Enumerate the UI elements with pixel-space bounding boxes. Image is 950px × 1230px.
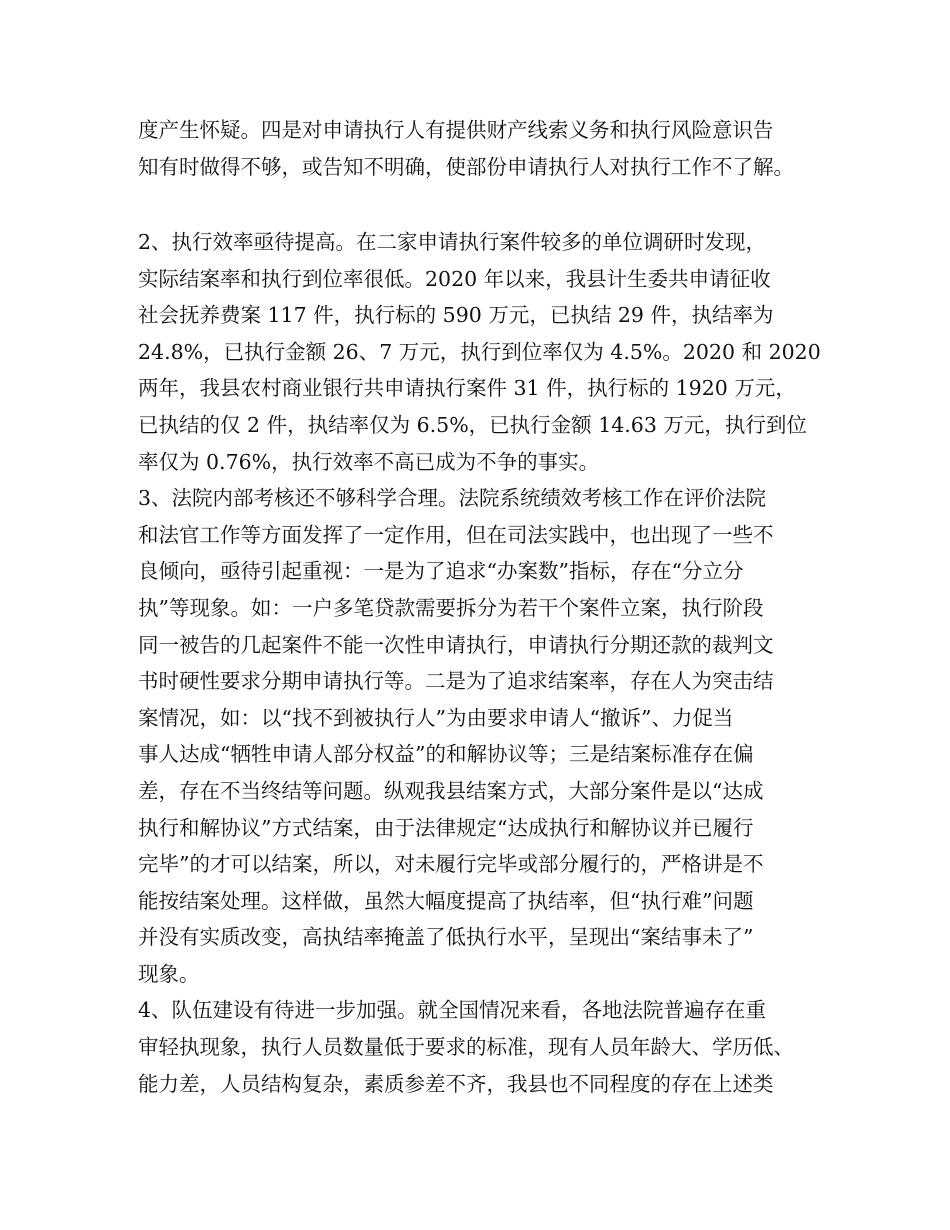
text-line: 案情况，如：以“找不到被执行人”为由要求申请人“撤诉”、力促当 <box>138 705 734 730</box>
text-line: 度产生怀疑。四是对申请执行人有提供财产线索义务和执行风险意识告 <box>138 118 774 142</box>
text-line: 能按结案处理。这样做，虽然大幅度提高了执结率，但“执行难”问题 <box>138 888 754 913</box>
text-line: 率仅为 0.76%，执行效率不高已成为不争的事实。 <box>138 449 600 474</box>
paragraph-sections <box>138 224 838 1102</box>
paragraph-continuation <box>138 112 838 185</box>
text-line: 书时硬性要求分期申请执行等。二是为了追求结案率，存在人为突击结 <box>138 669 774 694</box>
text-line: 3、法院内部考核还不够科学合理。法院系统绩效考核工作在评价法院 <box>138 486 767 511</box>
text-line: 完毕”的才可以结案，所以，对未履行完毕或部分履行的，严格讲是不 <box>138 852 764 877</box>
text-line: 知有时做得不够，或告知不明确，使部份申请执行人对执行工作不了解。 <box>138 154 794 179</box>
text-line: 差，存在不当终结等问题。纵观我县结案方式，大部分案件是以“达成 <box>138 778 764 803</box>
text-line: 现象。 <box>138 961 200 986</box>
text-line: 良倾向，亟待引起重视：一是为了追求“办案数”指标，存在“分立分 <box>138 559 744 584</box>
text-line: 实际结案率和执行到位率很低。2020 年以来，我县计生委共申请征收 <box>138 266 771 291</box>
text-line: 能力差，人员结构复杂，素质参差不齐，我县也不同程度的存在上述类 <box>138 1071 774 1096</box>
text-line: 两年，我县农村商业银行共申请执行案件 31 件，执行标的 1920 万元， <box>138 376 796 401</box>
text-line: 24.8%，已执行金额 26、7 万元，执行到位率仅为 4.5%。2020 和 2020 <box>138 339 821 364</box>
text-line: 和法官工作等方面发挥了一定作用，但在司法实践中，也出现了一些不 <box>138 522 774 547</box>
text-line: 社会抚养费案 117 件，执行标的 590 万元，已执结 29 件，执结率为 <box>138 303 774 328</box>
text-line: 执”等现象。如：一户多笔贷款需要拆分为若干个案件立案，执行阶段 <box>138 595 764 620</box>
text-line: 同一被告的几起案件不能一次性申请执行，申请执行分期还款的裁判文 <box>138 632 774 657</box>
text-line: 并没有实质改变，高执结率掩盖了低执行水平，呈现出“案结事未了” <box>138 925 754 950</box>
text-line: 已执结的仅 2 件，执结率仅为 6.5%，已执行金额 14.63 万元，执行到位 <box>138 412 807 437</box>
text-line: 执行和解协议”方式结案，由于法律规定“达成执行和解协议并已履行 <box>138 815 754 840</box>
text-line: 审轻执现象，执行人员数量低于要求的标准，现有人员年龄大、学历低、 <box>138 1035 794 1060</box>
text-line: 事人达成“牺牲申请人部分权益”的和解协议等；三是结案标准存在偏 <box>138 742 754 767</box>
text-line: 4、队伍建设有待进一步加强。就全国情况来看，各地法院普遍存在重 <box>138 998 767 1023</box>
text-line: 2、执行效率亟待提高。在二家申请执行案件较多的单位调研时发现， <box>138 230 767 254</box>
